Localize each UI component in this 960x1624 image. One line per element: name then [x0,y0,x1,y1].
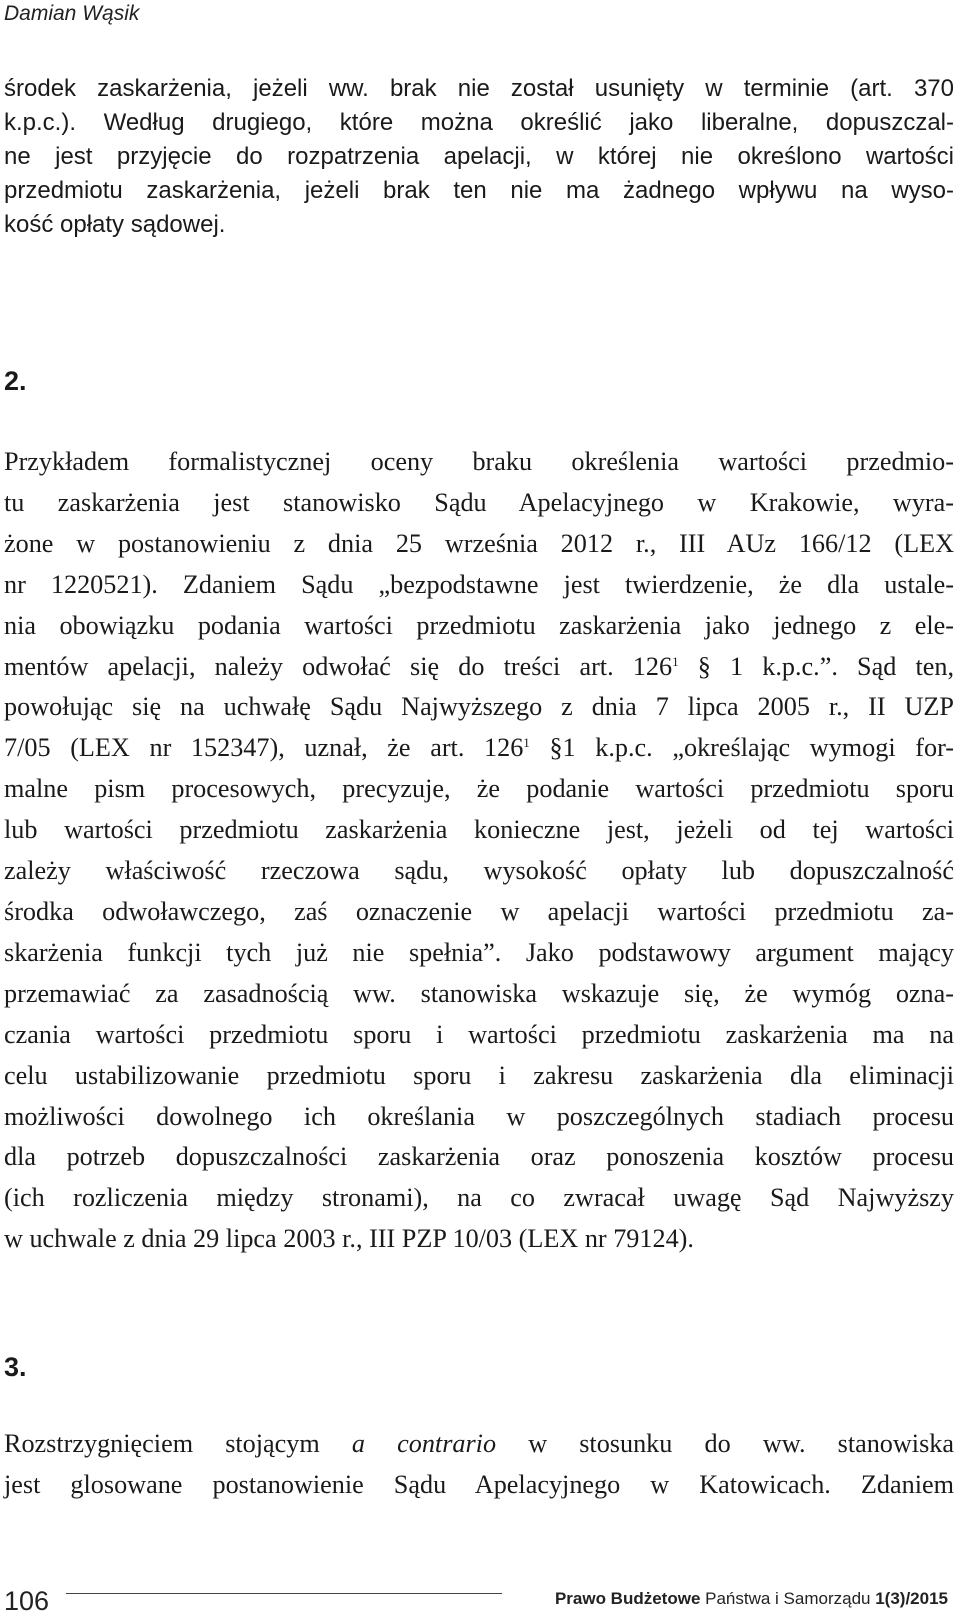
journal-title-bold: Prawo Budżetowe [554,1589,701,1608]
text-line: nr 1220521). Zdaniem Sądu „bezpodstawne jest twierdzenie, że dla ustale- [4,569,954,599]
section-number-3: 3. [4,1352,27,1382]
text-line: lub wartości przedmiotu zaskarżenia konieczne jest, jeżeli od tej wartości [4,815,954,845]
text-fragment: §1 k.p.c. „określając wymogi for- [529,733,954,763]
paragraph-section-2 [4,442,954,1260]
text-line: celu ustabilizowanie przedmiotu sporu i zakresu zaskarżenia dla eliminacji [4,1060,954,1090]
text-line: środek zaskarżenia, jeżeli ww. brak nie został usunięty w terminie (art. 370 [4,75,954,102]
text-fragment: w stosunku do ww. stanowiska [496,1429,954,1458]
text-line: powołując się na uchwałę Sądu Najwyższego z dnia 7 lipca 2005 r., II UZP [4,692,954,722]
paragraph-section-1 [4,72,954,242]
text-fragment: mentów apelacji, należy odwołać się do treści art. 126 [4,651,673,681]
superscript: 1 [523,735,530,751]
text-line: k.p.c.). Według drugiego, które można określić jako liberalne, dopuszczal- [4,109,954,136]
text-line: ne jest przyjęcie do rozpatrzenia apelacji, w której nie określono wartości [4,143,954,170]
text-line: dla potrzeb dopuszczalności zaskarżenia oraz ponoszenia kosztów procesu [4,1142,954,1172]
text-line: przemawiać za zasadnością ww. stanowiska wskazuje się, że wymóg ozna- [4,978,954,1008]
text-line: przedmiotu zaskarżenia, jeżeli brak ten nie ma żadnego wpływu na wyso- [4,177,954,204]
text-line [4,728,954,769]
text-line [4,1424,954,1465]
journal-issue: 1(3)/2015 [875,1589,948,1608]
text-line: tu zaskarżenia jest stanowisko Sądu Apelacyjnego w Krakowie, wyra- [4,487,954,517]
text-fragment: § 1 k.p.c.”. Sąd ten, [678,651,954,681]
text-line: w uchwale z dnia 29 lipca 2003 r., III PZP 10/03 (LEX nr 79124). [4,1224,694,1254]
superscript: 1 [672,653,679,669]
running-header-author: Damian Wąsik [4,2,140,25]
page-number: 106 [4,1586,50,1616]
text-line: jest glosowane postanowienie Sądu Apelacyjnego w Katowicach. Zdaniem [4,1469,954,1499]
text-line: malne pism procesowych, precyzuje, że podanie wartości przedmiotu sporu [4,774,954,804]
text-fragment: Rozstrzygnięciem stojącym [4,1429,352,1458]
italic-phrase: a contrario [351,1429,497,1458]
text-line: Przykładem formalistycznej oceny braku określenia wartości przedmio- [4,447,954,476]
page-footer [0,1578,960,1618]
journal-title-regular: Państwa i Samorządu [700,1589,876,1608]
text-line [4,647,954,688]
text-fragment: 7/05 (LEX nr 152347), uznał, że art. 126 [4,733,524,763]
text-line: środka odwoławczego, zaś oznaczenie w apelacji wartości przedmiotu za- [4,896,954,926]
paragraph-section-3 [4,1424,954,1506]
text-line: kość opłaty sądowej. [4,211,226,238]
text-line: nia obowiązku podania wartości przedmiotu zaskarżenia jako jednego z ele- [4,610,954,640]
text-line: skarżenia funkcji tych już nie spełnia”. Jako podstawowy argument mający [4,937,954,967]
text-line: możliwości dowolnego ich określania w poszczególnych stadiach procesu [4,1101,954,1131]
text-line: żone w postanowieniu z dnia 25 września 2012 r., III AUz 166/12 (LEX [4,528,954,558]
text-line: zależy właściwość rzeczowa sądu, wysokość opłaty lub dopuszczalność [4,856,954,886]
section-number-2: 2. [4,366,27,396]
text-line: (ich rozliczenia między stronami), na co zwracał uwagę Sąd Najwyższy [4,1183,954,1213]
journal-title [555,1589,948,1609]
footer-rule [66,1593,502,1594]
text-line: czania wartości przedmiotu sporu i wartości przedmiotu zaskarżenia ma na [4,1019,954,1049]
